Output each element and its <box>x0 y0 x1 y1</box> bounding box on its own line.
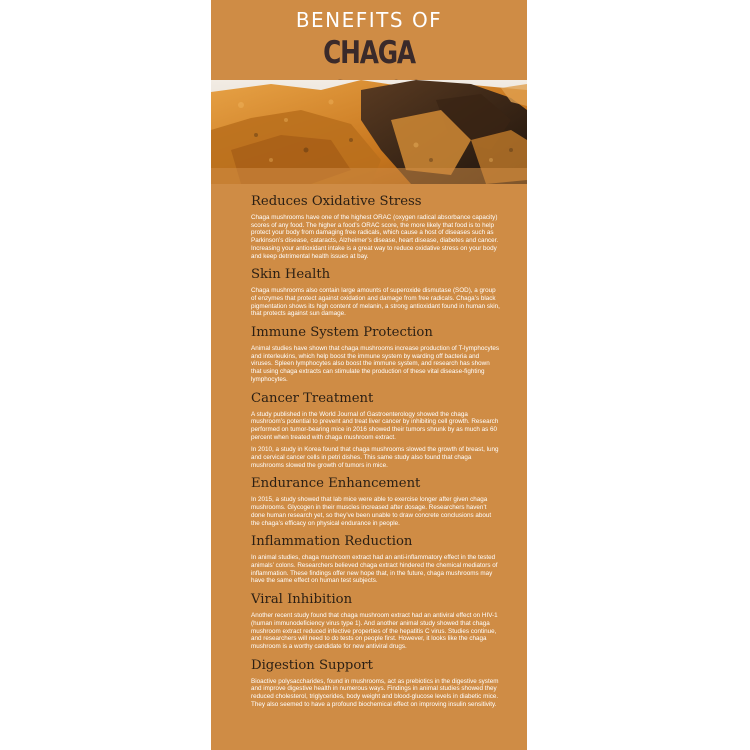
chaga-mushroom-photo <box>211 80 527 184</box>
section-cancer-treatment <box>251 391 501 470</box>
benefits-content <box>251 194 501 708</box>
poster-header <box>211 0 527 80</box>
chaga-photo-illustration <box>211 80 527 184</box>
section-body: In animal studies, chaga mushroom extract had an anti-inflammatory effect in the tested animals’ colons. Researchers believed chaga extract hindered the chemical mediators of inflammation. These findings offer new hope that, in the future, chaga mushrooms may have the same effect on human test subjects. <box>251 554 498 585</box>
section-skin-health <box>251 267 501 318</box>
infographic-poster <box>211 0 527 750</box>
section-heading: Inflammation Reduction <box>251 534 413 550</box>
section-body: Chaga mushrooms also contain large amounts of superoxide dismutase (SOD), a group of enzymes that protect against oxidation and damage from free radicals. Chaga’s black pigmentation shows its high content of melanin, a strong antioxidant found in human skin, that protects against sun damage. <box>251 287 500 318</box>
title-top: BENEFITS OF <box>295 8 443 32</box>
section-heading: Cancer Treatment <box>251 390 374 406</box>
section-viral-inhibition <box>251 592 501 651</box>
section-body: In 2015, a study showed that lab mice were able to exercise longer after given chaga mushrooms. Glycogen in their muscles increased after dosage. Researchers haven’t done human research yet, so they’ve been unable to draw concrete conclusions about the chaga’s efficacy on physical endurance in people. <box>251 496 492 527</box>
section-heading: Digestion Support <box>251 657 373 673</box>
section-body: Animal studies have shown that chaga mushrooms increase production of T-lymphocytes and interleukins, which help boost the immune system by warding off bacteria and viruses. Spleen lymphocytes also boost the immune system, and research has shown that using chaga extracts can stimulate the production of these vital disease-fighting lymphocytes. <box>251 345 500 383</box>
section-heading: Reduces Oxidative Stress <box>251 194 422 209</box>
section-heading: Skin Health <box>251 267 331 283</box>
section-inflammation <box>251 534 501 585</box>
section-body: Another recent study found that chaga mushroom extract had an antiviral effect on HIV-1 (human immunodeficiency virus type 1). And another animal study showed that chaga mushroom extract reduced infective properties of the hepatitis C virus. Studies continue, and researchers will need to do tests on people first. However, it looks like the chaga mushroom is a worthy candidate for new antiviral drugs. <box>251 612 498 650</box>
section-heading: Viral Inhibition <box>251 592 353 608</box>
section-body: A study published in the World Journal of Gastroenterology showed the chaga mushroom’s potential to prevent and treat liver cancer by inhibiting cell growth. Research performed on tumor-bearing mice in 2016 showed their tumors shrunk by as much as 60 percent when treated with chaga mushroom extract. <box>251 410 499 441</box>
section-oxidative-stress <box>251 194 501 260</box>
title-main: CHAGA <box>323 35 415 71</box>
section-heading: Immune System Protection <box>251 325 433 341</box>
section-immune-system <box>251 325 501 384</box>
section-heading: Endurance Enhancement <box>251 476 421 492</box>
section-body: Chaga mushrooms have one of the highest ORAC (oxygen radical absorbance capacity) scores of any food. The higher a food’s ORAC score, the more likely that food is to help protect your body from damaging free radicals, which cause a host of diseases such as Parkinson’s disease, cataracts, Alzheimer’s disease, heart disease, diabetes and cancer. Increasing your antioxidant intake is a great way to reduce oxidative stress on your body and keep detrimental health issues at bay. <box>251 214 499 260</box>
section-body: Bioactive polysaccharides, found in mushrooms, act as prebiotics in the digestive system and improve digestive health in numerous ways. Findings in animal studies showed they reduced cholesterol, triglycerides, body weight and blood-glucose levels in diabetic mice. They also seemed to have a profound biochemical effect on improving insulin sensitivity. <box>251 677 499 708</box>
section-digestion <box>251 658 501 709</box>
section-endurance <box>251 476 501 527</box>
section-body: In 2010, a study in Korea found that chaga mushrooms slowed the growth of breast, lung and cervical cancer cells in petri dishes. This same study also found that chaga mushrooms slowed the growth of tumors in mice. <box>251 446 499 469</box>
